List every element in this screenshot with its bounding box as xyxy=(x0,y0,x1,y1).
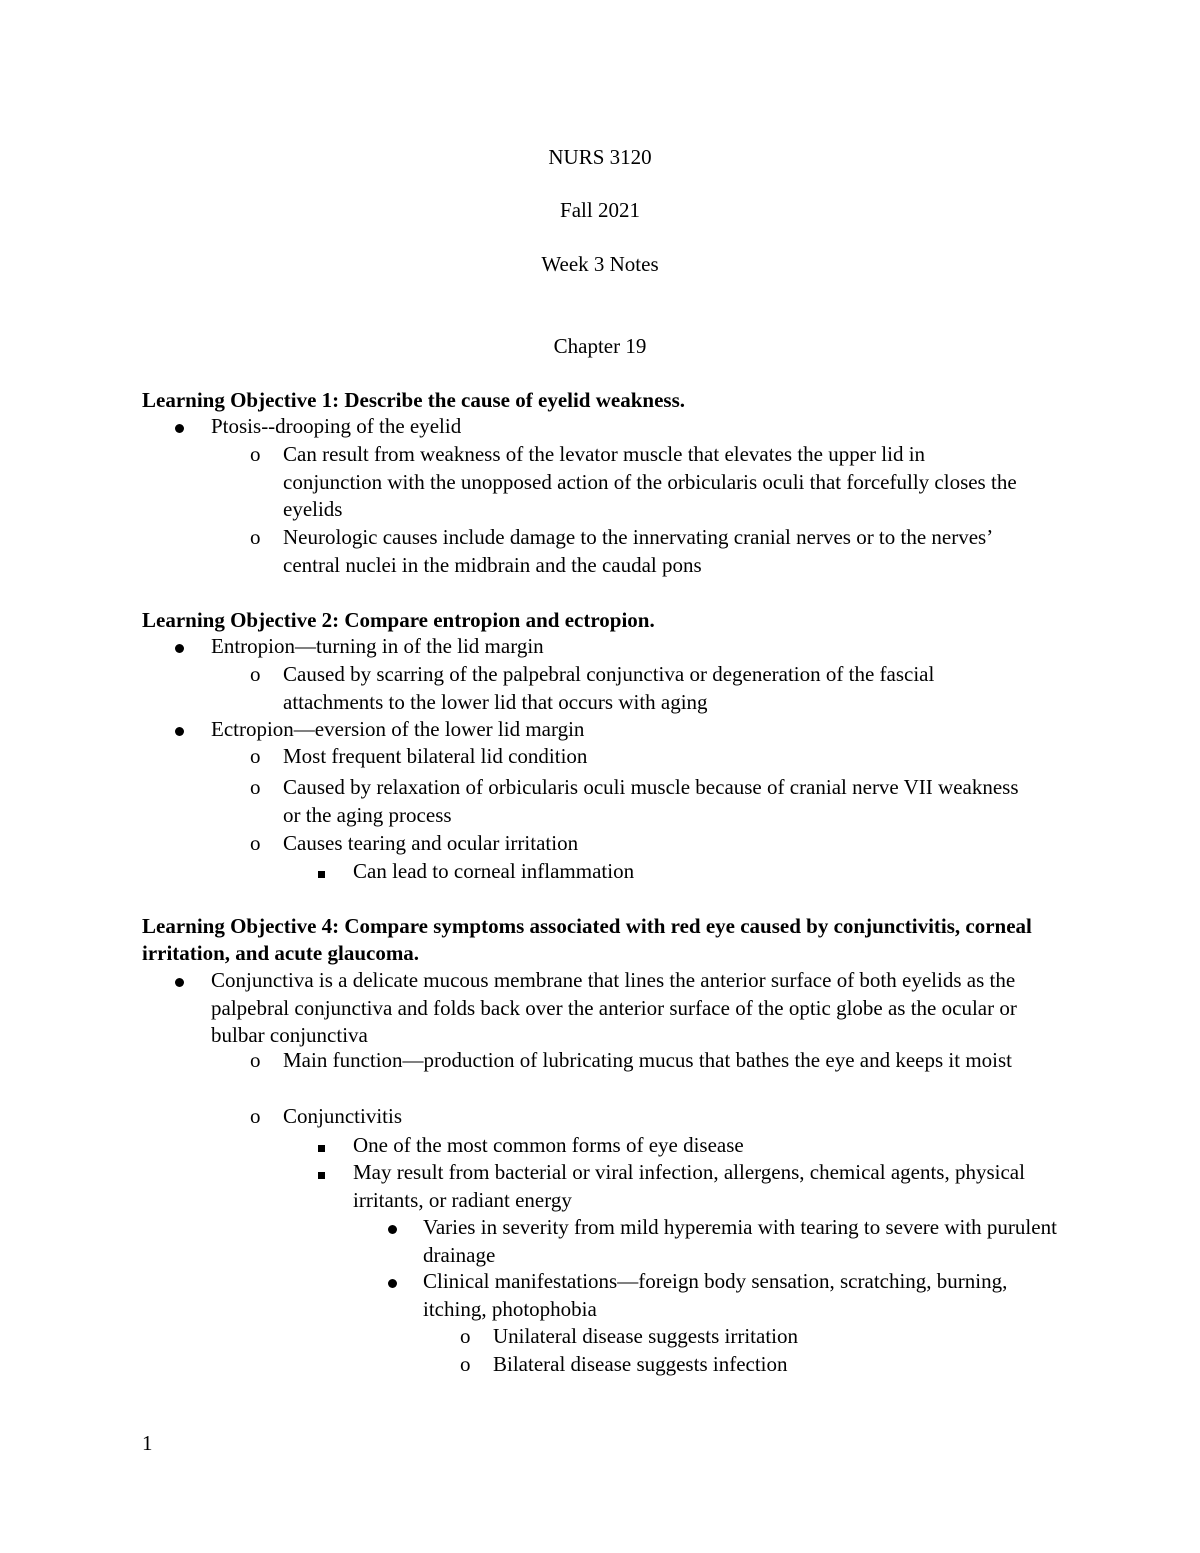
bullet-circle: o xyxy=(250,525,261,549)
list-item: Neurologic causes include damage to the innervating cranial nerves or to the nerves’ central nuclei in the midbrain and the caudal pons xyxy=(283,525,992,577)
list-item: Ectropion—eversion of the lower lid margin xyxy=(211,717,585,741)
list-item: Bilateral disease suggests infection xyxy=(493,1352,788,1376)
list-item: Caused by scarring of the palpebral conjunctiva or degeneration of the fascial attachments to the lower lid that occurs with aging xyxy=(283,662,935,714)
bullet-disc xyxy=(175,716,184,744)
bullet-circle: o xyxy=(460,1324,471,1348)
list-item: Varies in severity from mild hyperemia with tearing to severe with purulent drainage xyxy=(423,1215,1057,1267)
list-item: Ptosis--drooping of the eyelid xyxy=(211,414,462,438)
chapter-label: Chapter 19 xyxy=(553,334,647,358)
list-item: Can result from weakness of the levator muscle that elevates the upper lid in conjunction with the unopposed action of the orbicularis oculi that forcefully closes the eyelids xyxy=(283,442,1017,521)
bullet-disc xyxy=(175,967,184,995)
page-number: 1 xyxy=(142,1431,153,1455)
bullet-circle: o xyxy=(250,1104,261,1128)
list-item: Most frequent bilateral lid condition xyxy=(283,744,588,768)
week-label: Week 3 Notes xyxy=(541,252,659,276)
bullet-circle: o xyxy=(250,442,261,466)
list-item: Caused by relaxation of orbicularis oculi muscle because of cranial nerve VII weakness or the aging process xyxy=(283,775,1019,827)
lo4-heading: Learning Objective 4: Compare symptoms associated with red eye caused by conjunctivitis, corneal irritation, and acute glaucoma. xyxy=(142,914,1032,965)
list-item: One of the most common forms of eye disease xyxy=(353,1133,744,1157)
lo1-heading: Learning Objective 1: Describe the cause of eyelid weakness. xyxy=(142,388,685,412)
bullet-square xyxy=(318,1132,325,1160)
list-item: Conjunctivitis xyxy=(283,1104,403,1128)
bullet-square xyxy=(318,858,325,886)
bullet-disc xyxy=(388,1214,397,1242)
bullet-square xyxy=(318,1159,325,1187)
bullet-circle: o xyxy=(250,831,261,855)
list-item: Conjunctiva is a delicate mucous membrane that lines the anterior surface of both eyelids as the palpebral conjunctiva and folds back over the anterior surface of the optic globe as the ocular or bulbar conjunctiva xyxy=(211,968,1017,1047)
bullet-circle: o xyxy=(460,1352,471,1376)
term-label: Fall 2021 xyxy=(560,198,640,222)
lo2-heading: Learning Objective 2: Compare entropion and ectropion. xyxy=(142,608,655,632)
bullet-circle: o xyxy=(250,744,261,768)
bullet-circle: o xyxy=(250,1048,261,1072)
bullet-circle: o xyxy=(250,662,261,686)
bullet-disc xyxy=(175,633,184,661)
list-item: Causes tearing and ocular irritation xyxy=(283,831,579,855)
list-item: Main function—production of lubricating mucus that bathes the eye and keeps it moist xyxy=(283,1048,1013,1072)
course-title: NURS 3120 xyxy=(548,145,652,169)
bullet-disc xyxy=(388,1268,397,1296)
bullet-disc xyxy=(175,413,184,441)
list-item: Unilateral disease suggests irritation xyxy=(493,1324,799,1348)
list-item: May result from bacterial or viral infection, allergens, chemical agents, physical irritants, or radiant energy xyxy=(353,1160,1025,1212)
list-item: Entropion—turning in of the lid margin xyxy=(211,634,544,658)
bullet-circle: o xyxy=(250,775,261,799)
list-item: Can lead to corneal inflammation xyxy=(353,859,635,883)
list-item: Clinical manifestations—foreign body sensation, scratching, burning, itching, photophobia xyxy=(423,1269,1008,1321)
